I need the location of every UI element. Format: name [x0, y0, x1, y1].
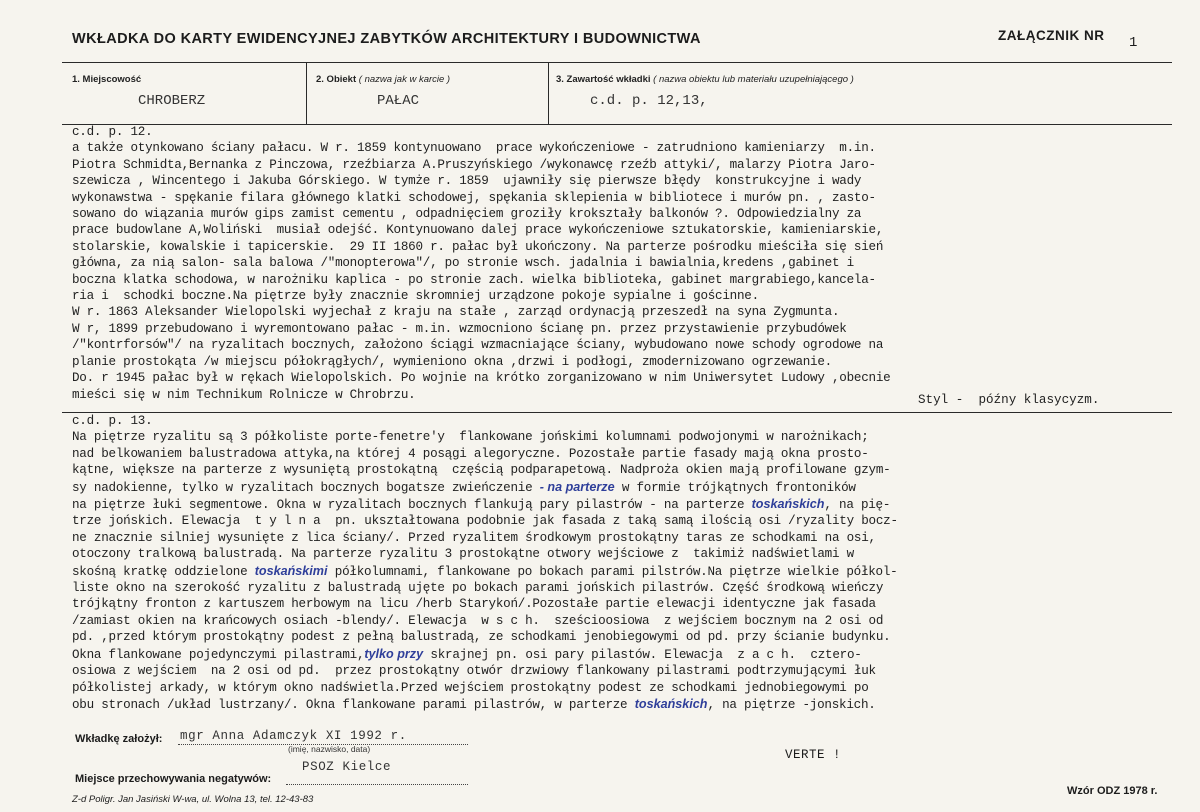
section1-heading: c.d. p. 12.	[72, 125, 153, 139]
section1-line: Do. r 1945 pałac był w rękach Wielopolskich. Po wojnie na krótko zorganizowano w nim Uniwersytet Ludowy ,obecnie	[72, 371, 891, 386]
section2-line: osiowa z wejściem na 2 osi od pd. przez prostokątny otwór drzwiowy flankowany pilastrami podtrzymującymi łuk	[72, 664, 876, 679]
section1-line: sowano do wiązania murów gips zamist cementu , odpadnięciem groziły krokształy balkonów ?. Odpowiedzialny za	[72, 207, 862, 222]
form-model: Wzór ODZ 1978 r.	[1067, 785, 1158, 797]
negatives-value: PSOZ Kielce	[302, 760, 392, 774]
section1-line: a także otynkowano ściany pałacu. W r. 1859 kontynuowano prace wykończeniowe - zatrudniono kamieniarzy m.in.	[72, 141, 876, 156]
section1-line: prace budowlane A,Woliński musiał odejść. Kontynuowano dalej prace wykończeniowe sztukatorskie, kamieniarskie,	[72, 223, 884, 238]
style-note: Styl - późny klasycyzm.	[918, 393, 1100, 407]
content-label-text: 3. Zawartość wkładki	[556, 74, 651, 85]
section2-line: pd. ,przed którym prostokątny podest z pełną balustradą, ze schodkami jenobiegowymi od pd. przy ścianie budynku.	[72, 630, 891, 645]
section2-line: liste okno na szerokość ryzalitu z balustradą ujęte po bokach parami jońskich pilastrów. Część środkową wieńczy	[72, 581, 884, 596]
content-value: c.d. p. 12,13,	[590, 93, 708, 109]
section2-line	[72, 698, 876, 712]
locality-value: CHROBERZ	[138, 93, 206, 109]
handwritten-tylko-przy: tylko przy	[364, 646, 424, 661]
author-caption: (imię, nazwisko, data)	[288, 744, 371, 754]
section2-line-text: , na piętrze -jonskich.	[707, 697, 876, 712]
section2-line	[72, 648, 862, 662]
section1-line: W r. 1863 Aleksander Wielopolski wyjechał z kraju na stałe , zarząd ordynacją przeszedł na syna Zygmunta.	[72, 305, 840, 320]
negatives-dotted-line	[286, 784, 468, 785]
section1-line: stolarskie, kowalskie i tapicerskie. 29 II 1860 r. pałac był ukończony. Na parterze pośrodku mieściła się sień	[72, 239, 884, 254]
section2-line-text: sy nadokienne, tylko w ryzalitach bocznych bogatsze zwieńczenie	[72, 480, 533, 495]
section2-line: półkolistej arkady, w którym okno nadświetla.Przed wejściem prostokątny podest ze schodkami jednobiegowymi po	[72, 680, 869, 695]
section1-body	[72, 124, 890, 403]
author-value: mgr Anna Adamczyk XI 1992 r.	[180, 729, 407, 743]
section1-line: /"kontrforsów"/ na ryzalitach bocznych, założono ściągi wzmacniające ściany, wybudowano nowe schody ogrodowe na	[72, 338, 884, 353]
attachment-number: 1	[1129, 35, 1138, 51]
section1-line: główna, za nią salon- sala balowa /"monopterowa"/, po stronie wsch. jadalnia i bawialnia,kredens ,gabinet i	[72, 256, 854, 271]
section1-line: Piotra Schmidta,Bernanka z Pinczowa, rzeźbiarza A.Pruszyńskiego /wykonawcę rzeźb attyki/, malarzy Piotra Jaro-	[72, 157, 876, 172]
handwritten-toskanskich: toskańskich	[751, 497, 825, 512]
section1-line: W r, 1899 przebudowano i wyremontowano pałac - m.in. wzmocniono ścianę pn. przez przystawienie przybudówek	[72, 321, 847, 336]
section2-line-text: na piętrze łuki segmentowe. Okna w ryzalitach bocznych flankują pary pilastrów - na parterze	[72, 498, 745, 513]
handwritten-na-parterze: - na parterze	[539, 479, 615, 494]
object-label-text: 2. Obiekt	[316, 74, 357, 85]
section1-line: ria i schodki boczne.Na piętrze były znacznie skromniej urządzone pokoje sypialne i gościnne.	[72, 289, 759, 304]
section2-line	[72, 498, 890, 512]
negatives-label: Miejsce przechowywania negatywów:	[75, 773, 272, 785]
section2-line: ne znacznie silniej wysunięte z lica ściany/. Przed ryzalitem środkowym prostokątny taras ze schodkami na osi,	[72, 530, 876, 545]
handwritten-toskanskimi: toskańskimi	[254, 563, 328, 578]
object-value: PAŁAC	[377, 93, 420, 109]
section1-line: planie prostokąta /w miejscu półokrągłych/, wymieniono okna ,drzwi i podłogi, zmodernizowano ogrzewanie.	[72, 354, 832, 369]
object-label	[316, 74, 450, 85]
form-title: WKŁADKA DO KARTY EWIDENCYJNEJ ZABYTKÓW ARCHITEKTURY I BUDOWNICTWA	[72, 31, 701, 47]
section2-line: /zamiast okien na krańcowych osiach -blendy/. Elewacja w s c h. sześcioosiowa z wejściem bocznym na 2 osi od	[72, 613, 884, 628]
content-sublabel: ( nazwa obiektu lub materiału uzupełniającego )	[653, 74, 854, 85]
content-label	[556, 74, 854, 85]
section2-line-text: skrajnej pn. osi pary pilastów. Elewacja z a c h. cztero-	[423, 647, 862, 662]
section2-line-text: Okna flankowane pojedynczymi pilastrami,	[72, 647, 365, 662]
locality-label: 1. Miejscowość	[72, 74, 142, 85]
section2-body	[72, 413, 898, 713]
section2-line-text: skośną kratkę oddzielone	[72, 564, 248, 579]
author-label: Wkładkę założył:	[75, 733, 163, 745]
section2-heading: c.d. p. 13.	[72, 414, 153, 428]
section2-line: nad belkowaniem balustradowa attyka,na której 4 posągi alegoryczne. Pozostałe partie fasady mają okna prosto-	[72, 446, 869, 461]
section2-line-text: półkolumnami, flankowane po bokach parami pilstrów.Na piętrze wielkie półkol-	[327, 564, 898, 579]
section2-line	[72, 481, 856, 495]
fields-top-rule	[62, 62, 1172, 63]
attachment-label: ZAŁĄCZNIK NR	[998, 28, 1105, 43]
section1-line: boczna klatka schodowa, w narożniku kaplica - po stronie zach. wielka biblioteka, gabinet margrabiego,kancela-	[72, 272, 876, 287]
section2-line: trójkątny fronton z kartuszem herbowym na licu /herb Starykoń/.Pozostałe partie elewacji identyczne jak fasada	[72, 597, 876, 612]
section2-line: Na piętrze ryzalitu są 3 półkoliste porte-fenetre'y flankowane jońskimi kolumnami podwojonymi w narożnikach;	[72, 430, 869, 445]
section1-line: szewicza , Wincentego i Jakuba Górskiego. W tymże r. 1859 ujawniły się pierwsze błędy konstrukcyjne i wady	[72, 174, 862, 189]
verte-note: VERTE !	[785, 748, 842, 762]
section2-line: kątne, większe na parterze z wysuniętą prostokątną częścią podparapetową. Nadproża okien mają profilowane gzym-	[72, 463, 891, 478]
section2-line	[72, 565, 897, 579]
section2-line: otoczony tralkową balustradą. Na parterze ryzalitu 3 prostokątne otwory wejściowe z takimiż nadświetlami w	[72, 547, 854, 562]
section1-line: mieści się w nim Technikum Rolnicze w Chrobrzu.	[72, 387, 416, 402]
section2-line-text: , na pię-	[824, 498, 891, 513]
section2-line-text: w formie trójkątnych frontoników	[614, 480, 856, 495]
handwritten-toskanskich-2: toskańskich	[634, 696, 708, 711]
section2-line: trze jońskich. Elewacja t y l n a pn. ukształtowana podobnie jak fasada z taką samą ilością osi /ryzality bocz-	[72, 514, 898, 529]
section1-line: wykonawstwa - spękanie filara głównego klatki schodowej, spękania sklepienia w bibliotece i murów pn. , zasto-	[72, 190, 876, 205]
printer-info: Z-d Poligr. Jan Jasiński W-wa, ul. Wolna 13, tel. 12-43-83	[72, 794, 314, 805]
object-sublabel: ( nazwa jak w karcie )	[358, 74, 451, 85]
fields-divider-1	[306, 62, 307, 124]
fields-divider-2	[548, 62, 549, 124]
section2-line-text: obu stronach /układ lustrzany/. Okna flankowane parami pilastrów, w parterze	[72, 697, 628, 712]
